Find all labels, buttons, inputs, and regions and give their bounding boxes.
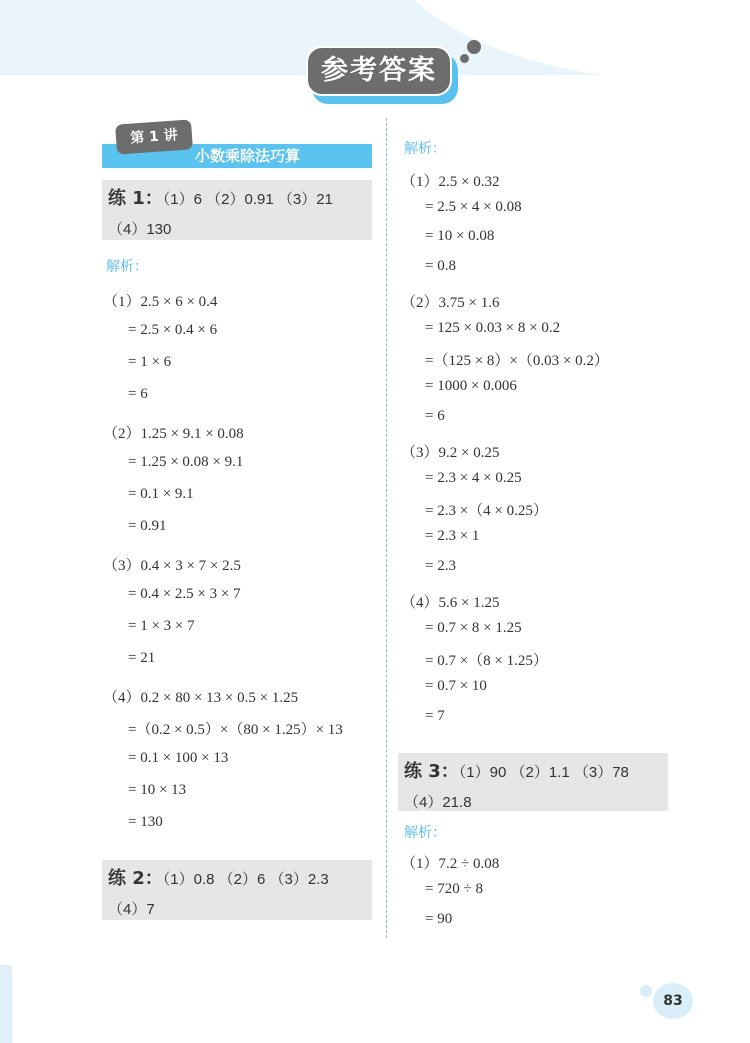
step-line: = 1000 × 0.006: [425, 378, 517, 394]
step-line: =（0.2 × 0.5）×（80 × 1.25）× 13: [128, 722, 343, 738]
step-line: = 6: [128, 386, 148, 402]
step-line: = 2.5 × 4 × 0.08: [425, 199, 522, 215]
step-line: = 0.7 × 8 × 1.25: [425, 620, 522, 636]
column-divider: [386, 118, 387, 938]
page-edge-decoration: [0, 965, 12, 1043]
step-line: = 130: [128, 814, 163, 830]
step-line: = 21: [128, 650, 156, 666]
step-line: = 10 × 13: [128, 782, 187, 798]
exercise-3-label: 练 3：: [404, 761, 459, 782]
exercise-2-answers: [102, 860, 372, 920]
problem-line: （2）1.25 × 9.1 × 0.08: [103, 426, 244, 442]
step-line: = 6: [425, 408, 445, 424]
step-line: = 0.4 × 2.5 × 3 × 7: [128, 586, 241, 602]
step-line: = 7: [425, 708, 445, 724]
exercise-2-line2: （4）7: [108, 901, 155, 918]
exercise-3-line1: （1）90 （2）1.1 （3）78: [458, 764, 629, 781]
step-line: = 2.5 × 0.4 × 6: [128, 322, 218, 338]
page-title-badge: [306, 46, 456, 102]
exercise-2-line1: （1）0.8 （2）6 （3）2.3: [162, 871, 329, 888]
right-analysis-2-label: 解析：: [404, 825, 446, 841]
title-dot-large: [467, 40, 481, 54]
step-line: = 0.7 × 10: [425, 678, 487, 694]
step-line: = 125 × 0.03 × 8 × 0.2: [425, 320, 561, 336]
problem-line: （3）9.2 × 0.25: [401, 445, 500, 461]
step-line: =（125 × 8）×（0.03 × 0.2）: [425, 353, 609, 369]
step-line: = 1 × 6: [128, 354, 172, 370]
problem-line: （1）2.5 × 6 × 0.4: [103, 294, 218, 310]
left-analysis-label: 解析：: [106, 259, 148, 275]
problem-line: （4）0.2 × 80 × 13 × 0.5 × 1.25: [103, 690, 299, 706]
exercise-1-line1: （1）6 （2）0.91 （3）21: [162, 191, 333, 208]
step-line: = 0.91: [128, 518, 167, 534]
step-line: = 0.1 × 100 × 13: [128, 750, 229, 766]
exercise-1-answers: [102, 180, 372, 240]
exercise-1-label: 练 1：: [108, 188, 163, 209]
step-line: = 0.8: [425, 258, 456, 274]
exercise-3-line2: （4）21.8: [404, 794, 472, 811]
step-line: = 2.3 × 1: [425, 528, 480, 544]
step-line: = 1 × 3 × 7: [128, 618, 195, 634]
problem-line: （2）3.75 × 1.6: [401, 295, 500, 311]
step-line: = 1.25 × 0.08 × 9.1: [128, 454, 244, 470]
right-analysis-label: 解析：: [404, 141, 446, 157]
step-line: = 0.7 ×（8 × 1.25）: [425, 653, 548, 669]
page-number-dot: [640, 985, 652, 997]
problem-line: （1）2.5 × 0.32: [401, 174, 500, 190]
title-dot-small: [460, 54, 469, 63]
page-title: 参考答案: [306, 46, 452, 96]
problem-line: （1）7.2 ÷ 0.08: [401, 856, 500, 872]
step-line: = 2.3 ×（4 × 0.25）: [425, 503, 548, 519]
step-line: = 10 × 0.08: [425, 228, 495, 244]
step-line: = 0.1 × 9.1: [128, 486, 194, 502]
problem-line: （4）5.6 × 1.25: [401, 595, 500, 611]
page-number: 83: [653, 983, 693, 1019]
step-line: = 2.3: [425, 558, 456, 574]
exercise-3-answers: [398, 753, 668, 811]
problem-line: （3）0.4 × 3 × 7 × 2.5: [103, 558, 241, 574]
step-line: = 2.3 × 4 × 0.25: [425, 470, 522, 486]
exercise-2-label: 练 2：: [108, 868, 163, 889]
step-line: = 720 ÷ 8: [425, 881, 483, 897]
lesson-tag: 第 1 讲: [115, 119, 193, 154]
lesson-title: 小数乘除法巧算: [195, 147, 301, 165]
step-line: = 90: [425, 911, 453, 927]
exercise-1-line2: （4）130: [108, 221, 172, 238]
